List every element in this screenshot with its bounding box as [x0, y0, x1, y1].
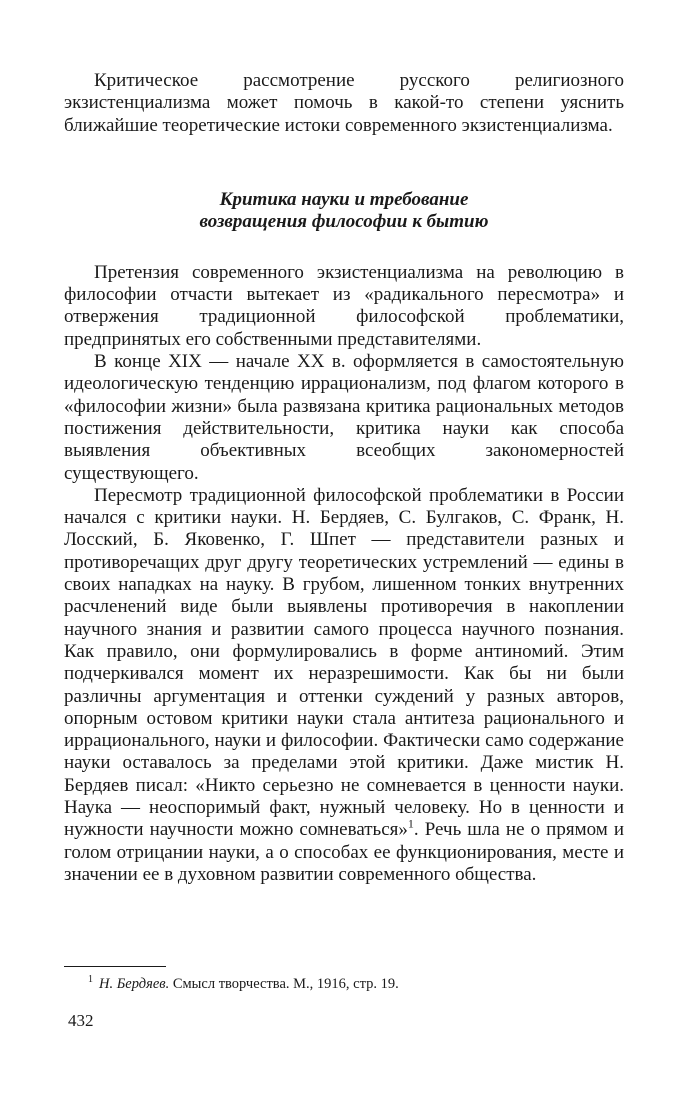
- footnote-reference: 1: [407, 816, 414, 831]
- section-heading-line-1: Критика науки и требование: [219, 188, 469, 210]
- section-heading: [64, 189, 624, 234]
- section-heading-line-2: возвращения философии к бытию: [199, 211, 489, 233]
- page-body: [64, 70, 624, 886]
- paragraph-1: Претензия современного экзистенциализма на революцию в философии отчасти вытекает из «радикального пересмотра» и отвержения традиционной философской проблематики, предпринятых его собственными представителями.: [64, 261, 624, 350]
- footnote: [88, 975, 399, 993]
- footnote-author: Н. Бердяев.: [99, 976, 170, 992]
- paragraph-3: [64, 485, 624, 886]
- footnote-number: 1: [88, 974, 93, 986]
- page-number: 432: [68, 1011, 94, 1030]
- footnote-text: Смысл творчества. М., 1916, стр. 19.: [172, 976, 399, 992]
- paragraph-3-text: Пересмотр традиционной философской проблематики в России начался с критики науки. Н. Бердяев, С. Булгаков, С. Франк, Н. Лосский, Б. Яковенко, Г. Шпет — представители разных и противоречащих друг другу теоретических устремлений — едины в своих нападках на науку. В грубом, лишенном тонких внутренних расчленений виде были выявлены противоречия в накоплении научного знания и развитии самого процесса научного познания. Как правило, они формулировались в форме антиномий. Этим подчеркивался момент их неразрешимости. Как бы ни были различны аргументация и оттенки суждений у разных авторов, опорным остовом критики науки стала антитеза рационального и иррационального, науки и философии. Фактически само содержание науки оставалось за пределами этой критики. Даже мистик Н. Бердяев писал: «Никто серьезно не сомневается в ценности науки. Наука — неоспоримый факт, нужный человеку. Но в ценности и нужности научности можно сомневаться»: [64, 484, 624, 841]
- intro-paragraph: Критическое рассмотрение русского религиозного экзистенциализма может помочь в какой-то степени уяснить ближайшие теоретические истоки современного экзистенциализма.: [64, 70, 624, 136]
- paragraph-3-tail: . Речь шла не о прямом и голом отрицании науки, а о способах ее функционирования, месте и значении ее в духовном развитии современного общества.: [64, 819, 625, 885]
- paragraph-2: В конце XIX — начале XX в. оформляется в самостоятельную идеологическую тенденцию иррационализм, под флагом которого в «философии жизни» была развязана критика рациональных методов постижения действительности, критика науки как способа выявления объективных всеобщих закономерностей существующего.: [64, 351, 624, 484]
- footnote-divider: [64, 966, 166, 967]
